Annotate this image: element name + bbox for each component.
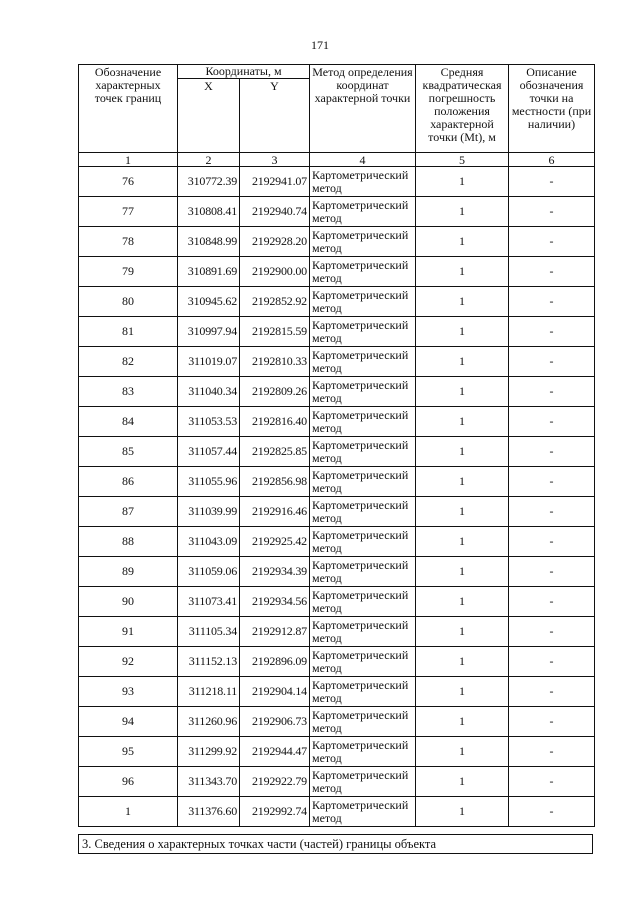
table-row bbox=[79, 197, 595, 227]
x-coordinate-cell: 311039.99 bbox=[178, 497, 240, 527]
point-cell: 90 bbox=[79, 587, 178, 617]
accuracy-cell: 1 bbox=[416, 647, 509, 677]
point-cell: 95 bbox=[79, 737, 178, 767]
table-row bbox=[79, 347, 595, 377]
description-cell: - bbox=[509, 257, 595, 287]
x-coordinate-cell: 310997.94 bbox=[178, 317, 240, 347]
header-description: Описание обозначения точки на местности (при наличии) bbox=[509, 65, 595, 153]
table-row bbox=[79, 407, 595, 437]
y-coordinate-cell: 2192856.98 bbox=[240, 467, 310, 497]
x-coordinate-cell: 311299.92 bbox=[178, 737, 240, 767]
accuracy-cell: 1 bbox=[416, 737, 509, 767]
method-cell: Картометрический метод bbox=[310, 257, 416, 287]
column-numbers-row bbox=[79, 153, 595, 167]
method-cell: Картометрический метод bbox=[310, 797, 416, 827]
accuracy-cell: 1 bbox=[416, 347, 509, 377]
point-cell: 92 bbox=[79, 647, 178, 677]
point-cell: 77 bbox=[79, 197, 178, 227]
header-point: Обозначение характерных точек границ bbox=[79, 65, 178, 153]
point-cell: 94 bbox=[79, 707, 178, 737]
point-cell: 88 bbox=[79, 527, 178, 557]
method-cell: Картометрический метод bbox=[310, 437, 416, 467]
description-cell: - bbox=[509, 677, 595, 707]
point-cell: 86 bbox=[79, 467, 178, 497]
method-cell: Картометрический метод bbox=[310, 167, 416, 197]
x-coordinate-cell: 311218.11 bbox=[178, 677, 240, 707]
header-accuracy: Средняя квадратическая погрешность положения характерной точки (Mt), м bbox=[416, 65, 509, 153]
accuracy-cell: 1 bbox=[416, 557, 509, 587]
y-coordinate-cell: 2192912.87 bbox=[240, 617, 310, 647]
description-cell: - bbox=[509, 227, 595, 257]
table-row bbox=[79, 767, 595, 797]
point-cell: 89 bbox=[79, 557, 178, 587]
description-cell: - bbox=[509, 647, 595, 677]
method-cell: Картометрический метод bbox=[310, 377, 416, 407]
accuracy-cell: 1 bbox=[416, 227, 509, 257]
header-coordinates: Координаты, м bbox=[178, 65, 310, 79]
y-coordinate-cell: 2192900.00 bbox=[240, 257, 310, 287]
table-row bbox=[79, 287, 595, 317]
description-cell: - bbox=[509, 407, 595, 437]
column-number: 4 bbox=[310, 153, 416, 167]
accuracy-cell: 1 bbox=[416, 377, 509, 407]
accuracy-cell: 1 bbox=[416, 617, 509, 647]
accuracy-cell: 1 bbox=[416, 437, 509, 467]
point-cell: 80 bbox=[79, 287, 178, 317]
y-coordinate-cell: 2192925.42 bbox=[240, 527, 310, 557]
accuracy-cell: 1 bbox=[416, 407, 509, 437]
accuracy-cell: 1 bbox=[416, 527, 509, 557]
description-cell: - bbox=[509, 737, 595, 767]
y-coordinate-cell: 2192992.74 bbox=[240, 797, 310, 827]
y-coordinate-cell: 2192944.47 bbox=[240, 737, 310, 767]
accuracy-cell: 1 bbox=[416, 317, 509, 347]
method-cell: Картометрический метод bbox=[310, 617, 416, 647]
header-y: Y bbox=[240, 79, 310, 153]
point-cell: 84 bbox=[79, 407, 178, 437]
y-coordinate-cell: 2192815.59 bbox=[240, 317, 310, 347]
description-cell: - bbox=[509, 617, 595, 647]
accuracy-cell: 1 bbox=[416, 257, 509, 287]
table-row bbox=[79, 797, 595, 827]
description-cell: - bbox=[509, 287, 595, 317]
section-caption: 3. Сведения о характерных точках части (частей) границы объекта bbox=[78, 834, 593, 854]
x-coordinate-cell: 311043.09 bbox=[178, 527, 240, 557]
table-row bbox=[79, 707, 595, 737]
point-cell: 87 bbox=[79, 497, 178, 527]
x-coordinate-cell: 311260.96 bbox=[178, 707, 240, 737]
point-cell: 85 bbox=[79, 437, 178, 467]
x-coordinate-cell: 311055.96 bbox=[178, 467, 240, 497]
table-row bbox=[79, 437, 595, 467]
description-cell: - bbox=[509, 347, 595, 377]
x-coordinate-cell: 310808.41 bbox=[178, 197, 240, 227]
y-coordinate-cell: 2192852.92 bbox=[240, 287, 310, 317]
x-coordinate-cell: 310772.39 bbox=[178, 167, 240, 197]
point-cell: 93 bbox=[79, 677, 178, 707]
accuracy-cell: 1 bbox=[416, 587, 509, 617]
y-coordinate-cell: 2192906.73 bbox=[240, 707, 310, 737]
description-cell: - bbox=[509, 167, 595, 197]
table-row bbox=[79, 167, 595, 197]
description-cell: - bbox=[509, 797, 595, 827]
point-cell: 82 bbox=[79, 347, 178, 377]
x-coordinate-cell: 311105.34 bbox=[178, 617, 240, 647]
method-cell: Картометрический метод bbox=[310, 347, 416, 377]
description-cell: - bbox=[509, 497, 595, 527]
column-number: 2 bbox=[178, 153, 240, 167]
method-cell: Картометрический метод bbox=[310, 227, 416, 257]
x-coordinate-cell: 311053.53 bbox=[178, 407, 240, 437]
y-coordinate-cell: 2192810.33 bbox=[240, 347, 310, 377]
description-cell: - bbox=[509, 767, 595, 797]
column-number: 6 bbox=[509, 153, 595, 167]
y-coordinate-cell: 2192816.40 bbox=[240, 407, 310, 437]
table-row bbox=[79, 527, 595, 557]
x-coordinate-cell: 311376.60 bbox=[178, 797, 240, 827]
table-row bbox=[79, 617, 595, 647]
y-coordinate-cell: 2192896.09 bbox=[240, 647, 310, 677]
method-cell: Картометрический метод bbox=[310, 737, 416, 767]
method-cell: Картометрический метод bbox=[310, 647, 416, 677]
x-coordinate-cell: 310848.99 bbox=[178, 227, 240, 257]
accuracy-cell: 1 bbox=[416, 287, 509, 317]
x-coordinate-cell: 311040.34 bbox=[178, 377, 240, 407]
column-number: 3 bbox=[240, 153, 310, 167]
x-coordinate-cell: 310891.69 bbox=[178, 257, 240, 287]
x-coordinate-cell: 310945.62 bbox=[178, 287, 240, 317]
table-row bbox=[79, 257, 595, 287]
boundary-points-table bbox=[78, 64, 595, 827]
column-number: 5 bbox=[416, 153, 509, 167]
description-cell: - bbox=[509, 587, 595, 617]
y-coordinate-cell: 2192922.79 bbox=[240, 767, 310, 797]
y-coordinate-cell: 2192928.20 bbox=[240, 227, 310, 257]
y-coordinate-cell: 2192941.07 bbox=[240, 167, 310, 197]
x-coordinate-cell: 311057.44 bbox=[178, 437, 240, 467]
method-cell: Картометрический метод bbox=[310, 197, 416, 227]
description-cell: - bbox=[509, 707, 595, 737]
accuracy-cell: 1 bbox=[416, 167, 509, 197]
x-coordinate-cell: 311019.07 bbox=[178, 347, 240, 377]
point-cell: 91 bbox=[79, 617, 178, 647]
table-row bbox=[79, 587, 595, 617]
table-row bbox=[79, 557, 595, 587]
table-row bbox=[79, 317, 595, 347]
y-coordinate-cell: 2192934.56 bbox=[240, 587, 310, 617]
description-cell: - bbox=[509, 527, 595, 557]
y-coordinate-cell: 2192934.39 bbox=[240, 557, 310, 587]
method-cell: Картометрический метод bbox=[310, 557, 416, 587]
method-cell: Картометрический метод bbox=[310, 587, 416, 617]
header-x: X bbox=[178, 79, 240, 153]
accuracy-cell: 1 bbox=[416, 767, 509, 797]
table-row bbox=[79, 227, 595, 257]
description-cell: - bbox=[509, 467, 595, 497]
accuracy-cell: 1 bbox=[416, 467, 509, 497]
y-coordinate-cell: 2192825.85 bbox=[240, 437, 310, 467]
x-coordinate-cell: 311073.41 bbox=[178, 587, 240, 617]
method-cell: Картометрический метод bbox=[310, 467, 416, 497]
y-coordinate-cell: 2192940.74 bbox=[240, 197, 310, 227]
table-row bbox=[79, 497, 595, 527]
accuracy-cell: 1 bbox=[416, 707, 509, 737]
table-row bbox=[79, 647, 595, 677]
header-method: Метод определения координат характерной точки bbox=[310, 65, 416, 153]
y-coordinate-cell: 2192904.14 bbox=[240, 677, 310, 707]
method-cell: Картометрический метод bbox=[310, 407, 416, 437]
method-cell: Картометрический метод bbox=[310, 707, 416, 737]
point-cell: 83 bbox=[79, 377, 178, 407]
y-coordinate-cell: 2192916.46 bbox=[240, 497, 310, 527]
point-cell: 79 bbox=[79, 257, 178, 287]
description-cell: - bbox=[509, 377, 595, 407]
page-number: 171 bbox=[311, 38, 329, 52]
column-number: 1 bbox=[79, 153, 178, 167]
x-coordinate-cell: 311343.70 bbox=[178, 767, 240, 797]
x-coordinate-cell: 311152.13 bbox=[178, 647, 240, 677]
method-cell: Картометрический метод bbox=[310, 767, 416, 797]
method-cell: Картометрический метод bbox=[310, 497, 416, 527]
table-row bbox=[79, 677, 595, 707]
accuracy-cell: 1 bbox=[416, 197, 509, 227]
table-row bbox=[79, 737, 595, 767]
method-cell: Картометрический метод bbox=[310, 527, 416, 557]
point-cell: 81 bbox=[79, 317, 178, 347]
point-cell: 78 bbox=[79, 227, 178, 257]
y-coordinate-cell: 2192809.26 bbox=[240, 377, 310, 407]
accuracy-cell: 1 bbox=[416, 797, 509, 827]
method-cell: Картометрический метод bbox=[310, 677, 416, 707]
description-cell: - bbox=[509, 557, 595, 587]
description-cell: - bbox=[509, 437, 595, 467]
point-cell: 76 bbox=[79, 167, 178, 197]
point-cell: 1 bbox=[79, 797, 178, 827]
table-row bbox=[79, 377, 595, 407]
method-cell: Картометрический метод bbox=[310, 287, 416, 317]
method-cell: Картометрический метод bbox=[310, 317, 416, 347]
table-row bbox=[79, 467, 595, 497]
accuracy-cell: 1 bbox=[416, 497, 509, 527]
accuracy-cell: 1 bbox=[416, 677, 509, 707]
x-coordinate-cell: 311059.06 bbox=[178, 557, 240, 587]
description-cell: - bbox=[509, 317, 595, 347]
description-cell: - bbox=[509, 197, 595, 227]
point-cell: 96 bbox=[79, 767, 178, 797]
